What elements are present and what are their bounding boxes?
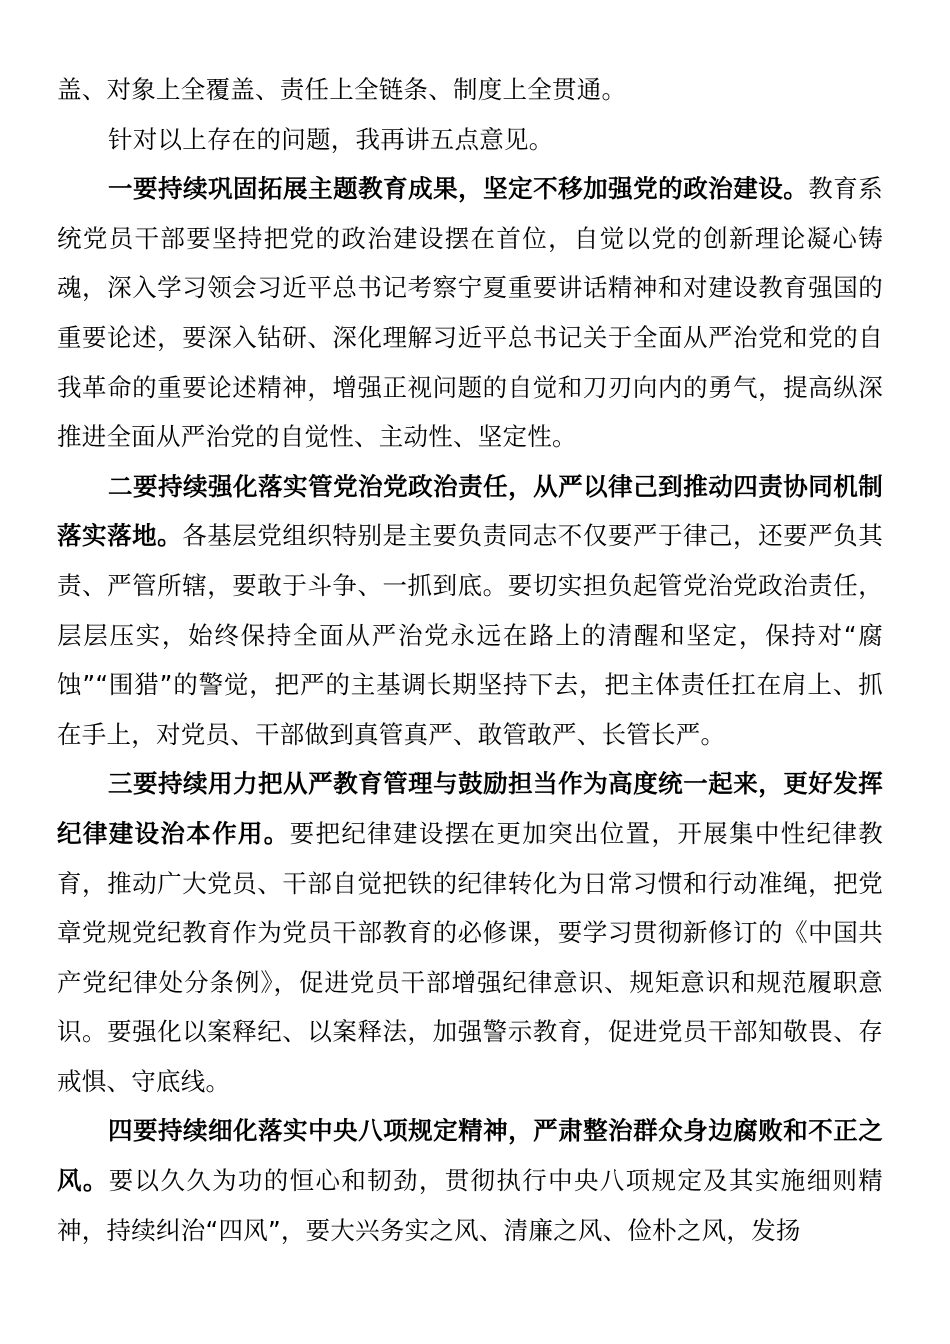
paragraph-text: 要把纪律建设摆在更加突出位置，开展集中性纪律教育，推动广大党员、干部自觉把铁的纪律转化为日常习惯和行动准绳，把党章党规党纪教育作为党员干部教育的必修课，要学习贯彻新修订的《中国共产党纪律处分条例》，促进党员干部增强纪律意识、规矩意识和规范履职意识。要强化以案释纪、以案释法，加强警示教育，促进党员干部知敬畏、存戒惧、守底线。 [57, 818, 884, 1096]
paragraph-text: 教育系统党员干部要坚持把党的政治建设摆在首位，自觉以党的创新理论凝心铸魂，深入学习领会习近平总书记考察宁夏重要讲话精神和对建设教育强国的重要论述，要深入钻研、深化理解习近平总书记关于全面从严治党和党的自我革命的重要论述精神，增强正视问题的自觉和刀刃向内的勇气，提高纵深推进全面从严治党的自觉性、主动性、坚定性。 [57, 174, 884, 452]
paragraph-text: 要以久久为功的恒心和韧劲，贯彻执行中央八项规定及其实施细则精神，持续纠治“四风”，要大兴务实之风、清廉之风、俭朴之风，发扬 [57, 1166, 884, 1245]
paragraph-point-4 [57, 1106, 883, 1255]
paragraph-point-1 [57, 164, 883, 462]
paragraph-text: 针对以上存在的问题，我再讲五点意见。 [108, 124, 554, 154]
paragraph-heading: 三要持续用力把从严教育管理与鼓励担当作为高度统一起来，更好发挥纪律建设治本作用。 [57, 769, 883, 848]
paragraph-heading: 四要持续细化落实中央八项规定精神，严肃整治群众身边腐败和不正之风。 [57, 1116, 883, 1196]
document-body [57, 65, 883, 1255]
paragraph-point-3 [57, 759, 883, 1106]
paragraph-heading: 一要持续巩固拓展主题教育成果，坚定不移加强党的政治建设。 [108, 174, 809, 204]
paragraph-intro [57, 115, 883, 165]
paragraph-text: 各基层党组织特别是主要负责同志不仅要严于律己，还要严负其责、严管所辖，要敢于斗争、一抓到底。要切实担负起管党治党政治责任，层层压实，始终保持全面从严治党永远在路上的清醒和坚定，保持对“腐蚀”“围猎”的警觉，把严的主基调长期坚持下去，把主体责任扛在肩上、抓在手上，对党员、干部做到真管真严、敢管敢严、长管长严。 [57, 521, 884, 749]
paragraph-text: 盖、对象上全覆盖、责任上全链条、制度上全贯通。 [57, 75, 627, 104]
paragraph-heading: 二要持续强化落实管党治党政治责任，从严以律己到推动四责协同机制落实落地。 [57, 471, 883, 551]
paragraph-continuation [57, 65, 883, 115]
paragraph-point-2 [57, 462, 883, 760]
